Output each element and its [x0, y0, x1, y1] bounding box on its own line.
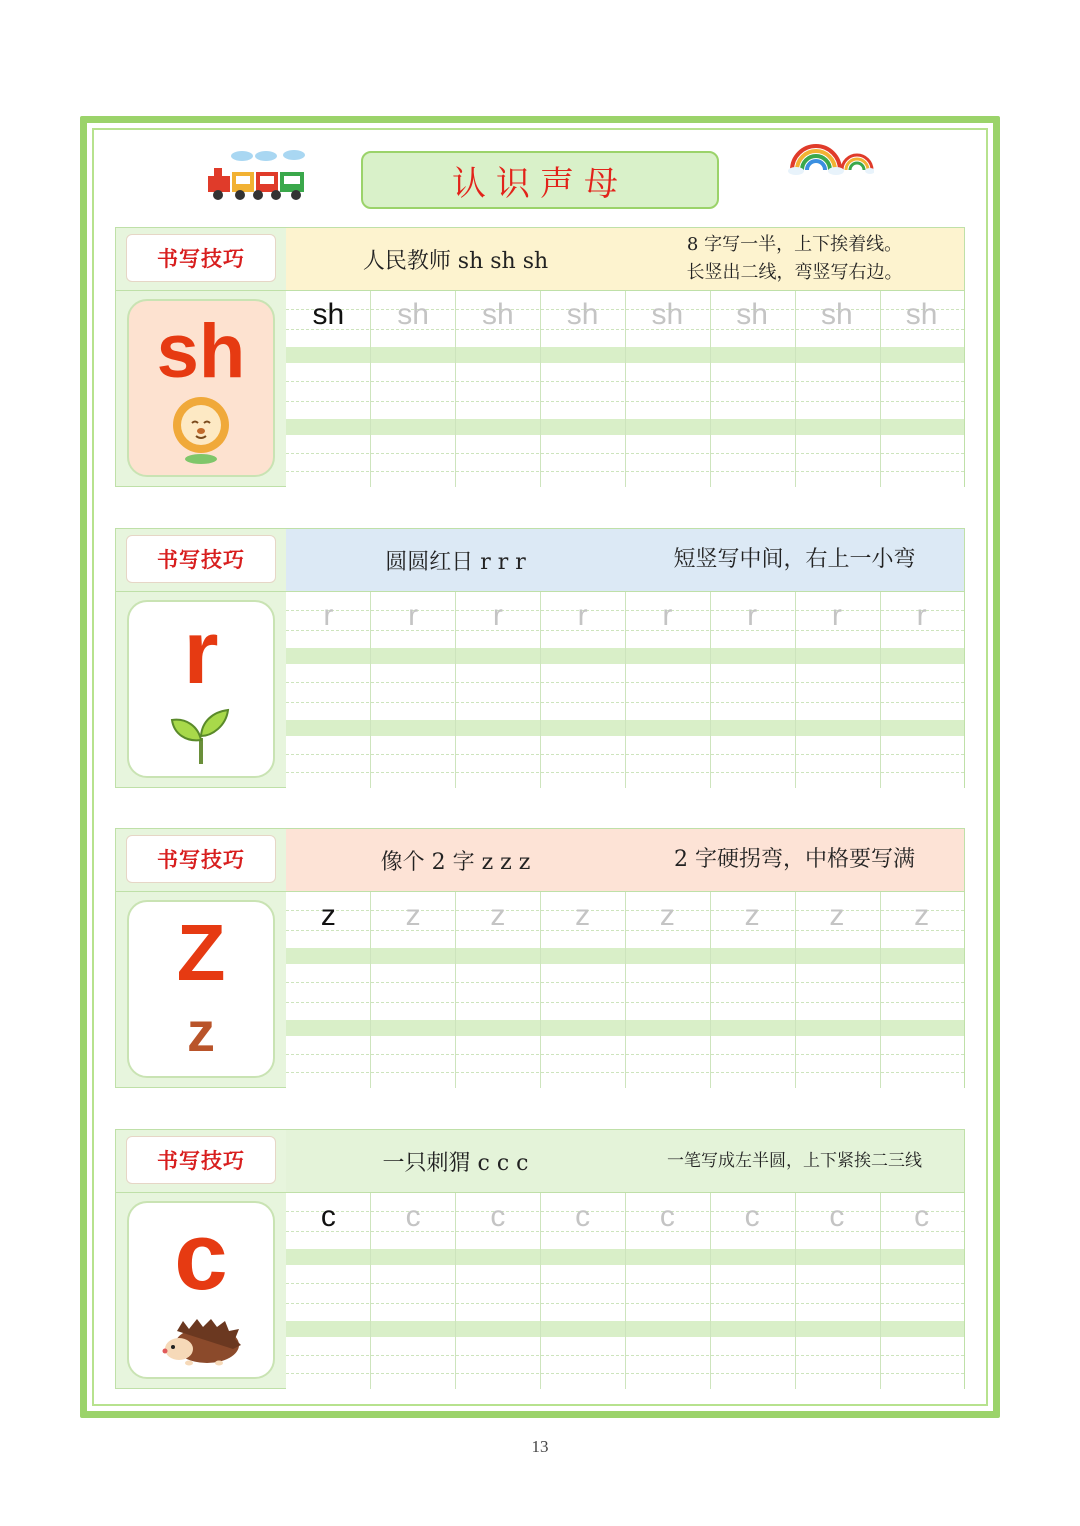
rhyme-text: 像个 2 字 z z z: [286, 829, 626, 891]
trace-letter: sh: [482, 298, 514, 331]
letter-card: [127, 299, 275, 477]
tip-cell: [116, 228, 287, 290]
trace-letter: r: [831, 599, 842, 632]
trace-letter: c: [405, 1200, 421, 1233]
trace-letter: c: [659, 1200, 675, 1233]
trace-letter: r: [577, 599, 588, 632]
letter-card: [127, 900, 275, 1078]
rule-text: 短竖写中间，右上一小弯: [625, 529, 964, 591]
trace-letter: z: [575, 899, 591, 932]
rule-text: 2 字硬拐弯，中格要写满: [625, 829, 964, 891]
trace-letter: sh: [905, 298, 938, 331]
writing-tips-label: 书写技巧: [126, 234, 276, 282]
trace-letter: c: [744, 1200, 760, 1233]
lion-icon: [166, 393, 236, 465]
trace-letter: z: [914, 899, 930, 932]
trace-letter: c: [575, 1200, 591, 1233]
trace-letter: r: [662, 599, 673, 632]
trace-letter: c: [829, 1200, 845, 1233]
tip-cell: [116, 829, 287, 891]
rule-line-1: 8 字写一半，上下挨着线。: [686, 234, 903, 255]
practice-grid: [286, 290, 964, 487]
writing-tips-label: 书写技巧: [126, 835, 276, 883]
trace-letter: r: [492, 599, 503, 632]
model-letter: sh: [312, 298, 345, 331]
trace-letter: r: [408, 599, 419, 632]
writing-tips-label: 书写技巧: [126, 1136, 276, 1184]
tip-cell: [116, 1130, 287, 1192]
big-letter: r: [183, 603, 219, 703]
trace-letter: z: [744, 899, 760, 932]
trace-letter: r: [323, 599, 334, 632]
big-letter: sh: [156, 309, 246, 394]
trace-letter: sh: [651, 298, 684, 331]
trace-letter: c: [490, 1200, 506, 1233]
rule-line-2: 长竖出二线，弯竖写右边。: [686, 262, 903, 283]
rhyme-text: 一只刺猬 c c c: [286, 1130, 626, 1192]
section-sh: [115, 227, 965, 487]
letter-card-cell: [116, 591, 287, 788]
practice-grid: [286, 1192, 964, 1389]
rule-text: [625, 228, 964, 290]
hedgehog-icon: [159, 1317, 243, 1367]
writing-tips-label: 书写技巧: [126, 535, 276, 583]
small-letter: z: [187, 1000, 215, 1063]
big-letter: Z: [176, 908, 226, 997]
model-letter: c: [320, 1200, 336, 1233]
letter-card-cell: [116, 1192, 287, 1389]
trace-letter: z: [829, 899, 845, 932]
trace-letter: sh: [821, 298, 853, 331]
train-icon: [206, 148, 312, 202]
trace-letter: z: [405, 899, 421, 932]
practice-grid: [286, 591, 964, 788]
trace-letter: z: [490, 899, 506, 932]
trace-letter: r: [747, 599, 758, 632]
sprout-icon: [168, 706, 234, 766]
trace-letter: r: [916, 599, 927, 632]
letter-card: [127, 600, 275, 778]
trace-letter: z: [659, 899, 675, 932]
rule-text: 一笔写成左半圆，上下紧挨二三线: [625, 1130, 964, 1192]
rhyme-text: 人民教师 sh sh sh: [286, 228, 626, 290]
trace-letter: sh: [736, 298, 768, 331]
section-c: [115, 1129, 965, 1389]
model-letter: z: [320, 899, 336, 932]
page-title: 认识声母: [361, 151, 719, 209]
section-r: [115, 528, 965, 788]
page-number: 13: [531, 1437, 549, 1456]
trace-letter: sh: [566, 298, 599, 331]
letter-card-cell: [116, 891, 287, 1088]
tip-cell: [116, 529, 287, 591]
trace-letter: c: [914, 1200, 930, 1233]
letter-card: [127, 1201, 275, 1379]
trace-letter: sh: [397, 298, 429, 331]
big-letter: c: [174, 1203, 228, 1310]
rainbow-icon: [788, 140, 874, 176]
section-z: [115, 828, 965, 1088]
practice-grid: [286, 891, 964, 1088]
letter-card-cell: [116, 290, 287, 487]
rhyme-text: 圆圆红日 r r r: [286, 529, 626, 591]
